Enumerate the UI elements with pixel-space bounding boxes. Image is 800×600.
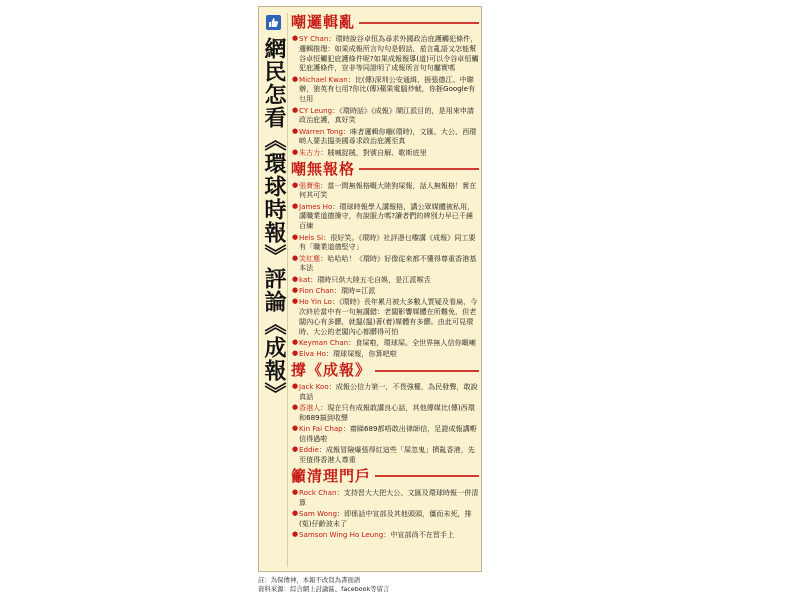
comment-entry (291, 181, 479, 201)
comment-text: ：即係話中宣部及其他頭頭，僵而未死，排(冤)仔齡波未了 (299, 509, 472, 528)
bullet-icon: ● (292, 232, 299, 241)
bullet-icon: ● (292, 445, 299, 454)
section-header (291, 468, 479, 485)
bullet-icon: ● (292, 201, 299, 210)
comment-entry (291, 286, 479, 296)
comment-entry (291, 233, 479, 253)
bullet-icon: ● (292, 424, 299, 433)
commenter-name: Rock Chan (299, 487, 337, 497)
comment-section (291, 14, 479, 158)
comment-text: ：現在只有成報敢講良心話，其他傳媒比(傳)西環和689搞到收聲 (299, 403, 475, 422)
commenter-name: James Ho (299, 201, 333, 211)
section-header (291, 14, 479, 31)
bullet-icon: ● (292, 286, 299, 295)
comment-text: ：成報冒險爆張得紅這些「屎忽鬼」擠亂香港，先至值得香港人尊重 (299, 445, 475, 465)
commenter-name: 香港人 (299, 403, 321, 413)
section-title: 嘲無報格 (291, 159, 356, 178)
section-rule (375, 475, 479, 477)
comment-entry (291, 275, 479, 285)
section-rule (375, 370, 479, 372)
commenter-name: Keyman Chan (299, 338, 349, 348)
commenter-name: Sam Wong (299, 509, 337, 519)
comment-entry (291, 509, 479, 529)
comment-text: ：環球屎報，你算吧啦 (325, 349, 397, 359)
comment-text: ：環球時報學人講報格，講公眾媒體被私用，講職業道德操守，有說服力嗎?讀者們的辨別力早已千錘百煉 (299, 201, 475, 231)
comment-text: ：環時說谷卓恒為尋求外國政治庇護觸犯條件，邏輯推理：如果成報所言句句是假話，茄言亂語又怎能幫谷卓恒觸犯庇護條件呢?如果成報報導(道)可以令谷卓恒觸犯庇護條件，豈非等同證明了成報所言句句屬實嗎 (299, 34, 479, 73)
bullet-icon: ● (292, 338, 299, 347)
commenter-name: Hels Si (299, 232, 324, 242)
comment-entry (291, 530, 479, 540)
comment-entry (291, 445, 479, 465)
comment-text: ：賊喊捉賊，對號自解、歌斯底里 (320, 147, 427, 157)
commenter-name: Fion Chan (299, 286, 334, 296)
comment-text: ：成報公信力第一，不畏強權，為民發聲，敢說真話 (299, 382, 478, 401)
comment-entry (291, 424, 479, 444)
bullet-icon: ● (292, 530, 299, 539)
bullet-icon: ● (292, 253, 299, 262)
bullet-icon: ● (292, 403, 299, 412)
comment-text: ：《環時話》《成報》鬧江派目的，是用來申請政治庇護，真好笑 (299, 105, 474, 125)
comment-entry (291, 382, 479, 402)
commenter-name: Ho Yin Lo (299, 297, 332, 307)
commenter-name: SY Chan (299, 34, 329, 43)
comment-text: ：哈哈哈！《環時》好像從來都不懂得尊重香港基本法 (299, 253, 477, 273)
comment-section (291, 468, 479, 540)
comment-entry (291, 34, 479, 73)
facebook-like-icon (266, 15, 281, 30)
comment-text: ：咪者邏輯你嗰(環時)，文匯、大公、西環啲人要去搵美國尋求政治庇護至真 (299, 126, 477, 146)
comment-text: ：環時=江派 (333, 286, 376, 296)
commenter-name: CY Leung (299, 105, 333, 115)
commenter-name: kat (299, 274, 311, 284)
commenter-name: Warren Tong (299, 126, 344, 136)
comment-entry (291, 148, 479, 158)
section-title: 嘲邏輯亂 (291, 13, 356, 31)
article-panel (258, 6, 482, 572)
commenter-name: Samson Wing Ho Leung (299, 530, 384, 540)
bullet-icon: ● (292, 487, 299, 496)
comment-entry (291, 488, 479, 508)
footer-note: 註：為保傳神，本報不改寫為書面語 (258, 576, 361, 584)
commenter-name: Elva Ho (299, 349, 326, 359)
section-header (291, 362, 479, 379)
comment-entry (291, 127, 479, 147)
commenter-name: Michael Kwan (299, 74, 348, 84)
commenter-name: Jack Koo (299, 382, 329, 392)
footer-source: 資料來源：綜合網上討論區、facebook等留言 (258, 585, 390, 593)
comment-text: ：支持習大大把大公、文匯及環球時報一併清算 (299, 487, 479, 507)
commenter-name: 張寶強 (299, 180, 321, 190)
bullet-icon: ● (292, 34, 299, 42)
comment-entry (291, 349, 479, 359)
section-header (291, 161, 479, 178)
comments-column (291, 12, 479, 543)
section-title: 撐《成報》 (291, 361, 372, 380)
comment-section (291, 362, 479, 465)
commenter-name: 笑紅塵 (299, 253, 321, 263)
bullet-icon: ● (292, 126, 299, 135)
bullet-icon: ● (292, 509, 299, 518)
section-title: 籲清理門戶 (291, 466, 372, 485)
bullet-icon: ● (292, 349, 299, 358)
comment-text: ：很好笑。《環時》社評憑乜嚟講《成報》同工要有「職業道德堅守」 (299, 232, 476, 252)
footer-notes (258, 576, 488, 594)
bullet-icon: ● (292, 274, 299, 283)
comment-entry (291, 338, 479, 348)
comment-text: ：環時只供大陸五毛自娛，是江派喉舌 (310, 274, 431, 284)
comment-entry (291, 202, 479, 231)
comment-entry (291, 75, 479, 104)
bullet-icon: ● (292, 147, 299, 156)
comment-text: ：中宣部尚不在習手上 (383, 530, 455, 540)
section-rule (359, 22, 479, 24)
comment-entry (291, 403, 479, 423)
comment-entry (291, 254, 479, 274)
comment-text: ：比(傳)深圳公安通緝，捱張德江、中聯辦，狼英有乜用?你比(傳)蘋果電腦炒魷，你捱Google有乜用 (299, 74, 476, 104)
section-rule (359, 168, 479, 170)
comment-text: ：食屎啦，環球屎。全世界無人信你嘅喇 (348, 338, 476, 348)
comment-entry (291, 106, 479, 126)
comment-entry (291, 297, 479, 336)
bullet-icon: ● (292, 180, 299, 189)
bullet-icon: ● (292, 74, 299, 83)
comment-text: ：齋睇689都唔敢出律師信，足證成報講嘢信得過啦 (299, 424, 477, 444)
comment-text: ：《環時》長年累月被大多數人質疑及看扁，今次終於當中有一句無講錯：老闆影響媒體在所難免，但老闆內心有多髒，就搵(搵)著(着)媒體有多髒。由此可見環時、大公的老闆內心都髒得可怕 (299, 297, 478, 336)
bullet-icon: ● (292, 297, 299, 306)
commenter-name: Eddie (299, 445, 319, 455)
commenter-name: Kin Fai Chap (299, 424, 343, 434)
bullet-icon: ● (292, 382, 299, 391)
comment-section (291, 161, 479, 360)
panel-divider (287, 13, 288, 567)
comment-text: ：當一間無報格嘅大陸狗屎報，話人無報格！實在何其可笑 (299, 180, 477, 200)
page-title: 網民怎看《環球時報》評論《成報》 (261, 37, 287, 405)
commenter-name: 朱古力 (299, 147, 321, 157)
bullet-icon: ● (292, 105, 299, 114)
